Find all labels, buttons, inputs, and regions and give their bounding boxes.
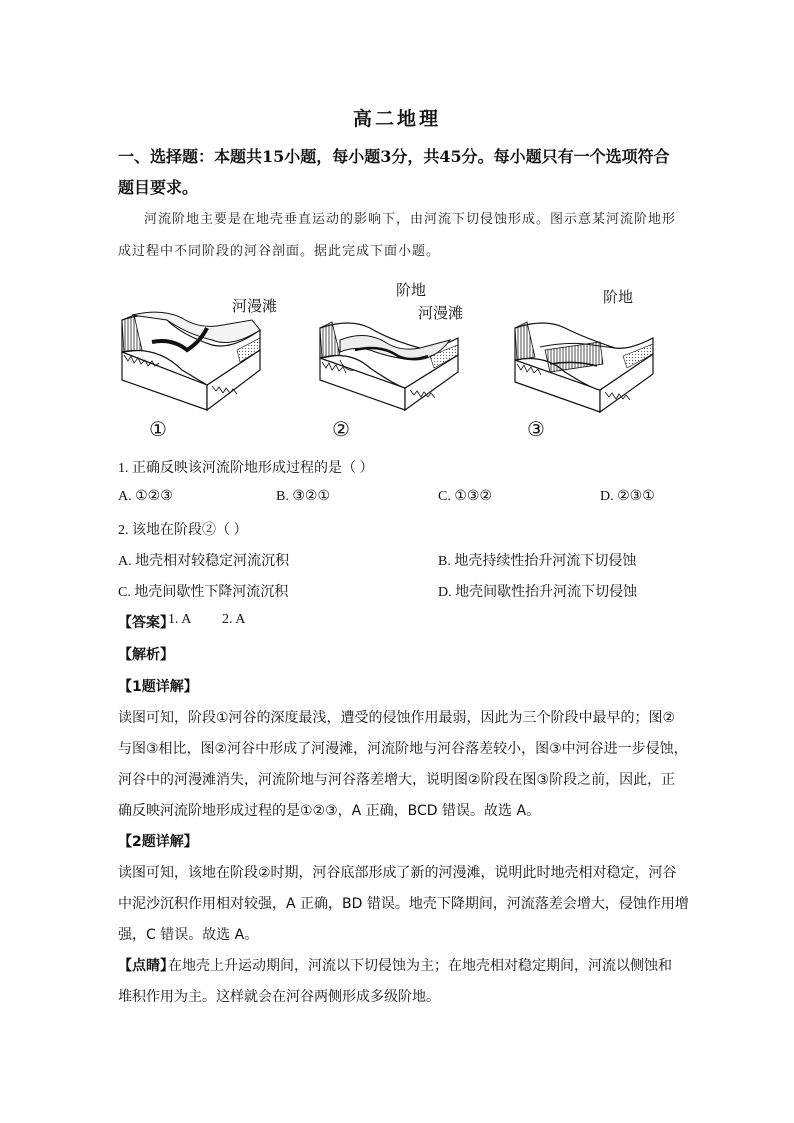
section-heading-line1: 一、选择题：本题共15小题，每小题3分，共45分。每小题只有一个选项符合 (118, 147, 670, 166)
answer-label: 【答案】 (118, 615, 174, 631)
label-terrace-3: 阶地 (603, 288, 634, 306)
question-1-option-c: C. ①③② (438, 489, 492, 504)
detail-2-line-3: 强，C 错误。故选 A。 (118, 927, 259, 943)
detail-1-label: 【1题详解】 (118, 679, 198, 695)
question-2-option-a: A. 地壳相对较稳定河流沉积 (118, 554, 290, 569)
block-diagram-stage3 (505, 302, 665, 422)
intro-line2: 成过程中不同阶段的河谷剖面。据此完成下面小题。 (118, 244, 441, 259)
question-1-stem: 1. 正确反映该河流阶地形成过程的是（ ） (118, 461, 374, 476)
label-floodplain-2: 河漫滩 (418, 304, 464, 322)
tip-line-1: 在地壳上升运动期间，河流以下切侵蚀为主；在地壳相对稳定期间，河流以侧蚀和 (168, 958, 672, 974)
tip-line-2: 堆积作用为主。这样就会在河谷两侧形成多级阶地。 (118, 989, 440, 1005)
detail-1-line-3: 河谷中的河漫滩消失，河流阶地与河谷落差增大，说明图②阶段在图③阶段之前，因此，正 (118, 772, 676, 788)
question-2-stem: 2. 该地在阶段②（ ） (118, 523, 248, 538)
label-terrace-2: 阶地 (396, 281, 427, 299)
page-title: 高二地理 (352, 108, 441, 130)
analysis-label: 【解析】 (118, 647, 174, 663)
stage-label-2: ② (332, 417, 350, 441)
detail-1-line-1: 读图可知，阶段①河谷的深度最浅，遭受的侵蚀作用最弱，因此为三个阶段中最早的；图② (118, 710, 676, 726)
question-2-option-c: C. 地壳间歇性下降河流沉积 (118, 585, 289, 600)
tip-label: 【点睛】 (118, 958, 174, 974)
detail-1-line-2: 与图③相比，图②河谷中形成了河漫滩，河流阶地与河谷落差较小，图③中河谷进一步侵蚀， (118, 741, 688, 757)
question-2-option-d: D. 地壳间歇性抬升河流下切侵蚀 (438, 585, 638, 600)
question-2-option-b: B. 地壳持续性抬升河流下切侵蚀 (438, 554, 637, 569)
stage-label-1: ① (149, 417, 167, 441)
detail-2-line-1: 读图可知，该地在阶段②时期，河谷底部形成了新的河漫滩，说明此时地壳相对稳定，河谷 (118, 865, 677, 881)
detail-2-line-2: 中泥沙沉积作用相对较强，A 正确，BD 错误。地壳下降期间，河流落差会增大，侵蚀作用增 (118, 896, 689, 912)
section-heading-line2: 题目要求。 (118, 178, 199, 197)
answer-value-2: 2. A (222, 612, 246, 627)
question-1-option-b: B. ③②① (276, 489, 330, 504)
detail-1-line-4: 确反映河流阶地形成过程的是①②③，A 正确，BCD 错误。故选 A。 (118, 803, 541, 819)
question-1-option-a: A. ①②③ (118, 489, 173, 504)
stage-label-3: ③ (527, 417, 545, 441)
question-1-option-d: D. ②③① (600, 489, 655, 504)
intro-line1: 河流阶地主要是在地壳垂直运动的影响下，由河流下切侵蚀形成。图示意某河流阶地形 (144, 212, 677, 227)
detail-2-label: 【2题详解】 (118, 834, 198, 850)
answer-value-1: 1. A (168, 612, 192, 627)
label-floodplain-1: 河漫滩 (232, 297, 278, 315)
